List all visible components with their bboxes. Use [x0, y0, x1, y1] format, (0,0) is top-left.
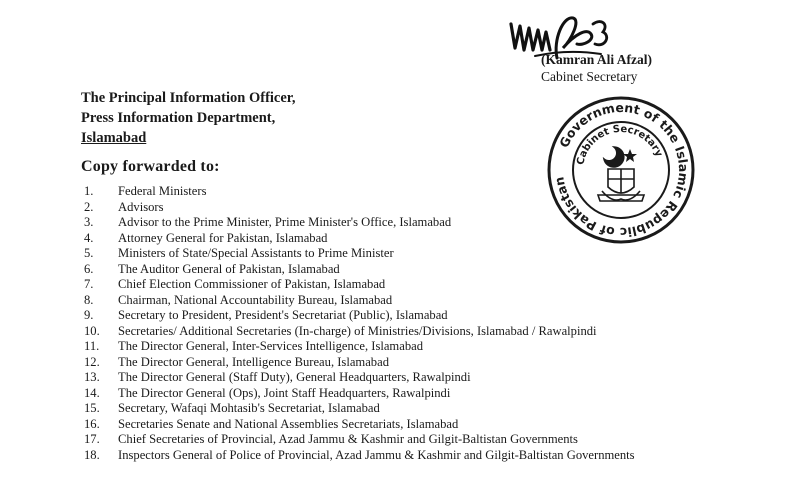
- list-item-text: Secretary, Wafaqi Mohtasib's Secretariat, Islamabad: [118, 401, 380, 415]
- list-item-text: Chief Election Commissioner of Pakistan, Islamabad: [118, 277, 386, 291]
- list-item-text: The Director General, Intelligence Bureau, Islamabad: [118, 354, 389, 369]
- list-item: [0, 246, 800, 262]
- list-item-text: Chief Secretaries of Provincial, Azad Jammu & Kashmir and Gilgit-Baltistan Governments: [118, 432, 578, 446]
- list-item: [0, 401, 800, 417]
- list-item: [0, 355, 800, 371]
- seal-inner-text: Cabinet Secretary: [575, 123, 665, 166]
- seal-outer-text: Government of the Islamic Republic of Pakistan: [551, 99, 692, 241]
- signatory-title: Cabinet Secretary: [541, 69, 638, 84]
- list-item-number: 15.: [84, 401, 100, 415]
- list-item: [0, 293, 800, 309]
- list-item: [0, 370, 800, 386]
- addressee-line-3: Islamabad: [81, 130, 147, 146]
- list-item-number: 9.: [84, 308, 94, 322]
- list-item-text: The Director General (Staff Duty), General Headquarters, Rawalpindi: [118, 370, 471, 384]
- list-item: [0, 432, 800, 448]
- list-item-number: 2.: [84, 199, 94, 214]
- list-item-text: The Director General, Inter-Services Intelligence, Islamabad: [118, 339, 423, 353]
- list-item-number: 10.: [84, 323, 100, 338]
- list-item: [0, 417, 800, 433]
- list-item: [0, 448, 800, 464]
- cabinet-secretary-seal: [546, 95, 696, 245]
- list-item-number: 5.: [84, 246, 94, 260]
- signatory-name: (Kamran Ali Afzal): [541, 52, 652, 67]
- list-item: [0, 277, 800, 293]
- list-item-number: 11.: [84, 339, 100, 353]
- addressee-line-1: The Principal Information Officer,: [81, 90, 296, 106]
- list-item-number: 17.: [84, 432, 100, 446]
- list-item-number: 12.: [84, 354, 100, 369]
- list-item: [0, 386, 800, 402]
- list-item-number: 6.: [84, 261, 94, 276]
- list-item-text: Chairman, National Accountability Bureau, Islamabad: [118, 292, 393, 307]
- list-item-text: The Auditor General of Pakistan, Islamabad: [118, 261, 340, 276]
- list-item-number: 3.: [84, 215, 94, 229]
- list-item: [0, 262, 800, 278]
- list-item: [0, 308, 800, 324]
- list-item-number: 4.: [84, 230, 94, 245]
- copy-forwarded-heading: Copy forwarded to:: [81, 158, 220, 175]
- list-item-number: 18.: [84, 447, 100, 462]
- list-item-number: 8.: [84, 292, 94, 307]
- list-item-text: Federal Ministers: [118, 184, 207, 198]
- addressee-block: [81, 88, 296, 148]
- addressee-line-2: Press Information Department,: [81, 110, 276, 126]
- list-item-number: 13.: [84, 370, 100, 384]
- list-item-number: 1.: [84, 184, 94, 198]
- list-item-number: 7.: [84, 277, 94, 291]
- list-item-text: Advisors: [118, 199, 164, 214]
- list-item: [0, 339, 800, 355]
- list-item-number: 14.: [84, 385, 100, 400]
- list-item-text: The Director General (Ops), Joint Staff Headquarters, Rawalpindi: [118, 385, 451, 400]
- list-item-text: Attorney General for Pakistan, Islamabad: [118, 230, 328, 245]
- list-item-text: Inspectors General of Police of Provincial, Azad Jammu & Kashmir and Gilgit-Baltistan Governments: [118, 447, 635, 462]
- list-item-text: Secretaries Senate and National Assemblies Secretariats, Islamabad: [118, 416, 459, 431]
- list-item: [0, 324, 800, 340]
- list-item-text: Ministers of State/Special Assistants to Prime Minister: [118, 246, 394, 260]
- state-emblem-icon: [598, 147, 644, 201]
- list-item-text: Secretary to President, President's Secretariat (Public), Islamabad: [118, 308, 448, 322]
- list-item-text: Advisor to the Prime Minister, Prime Minister's Office, Islamabad: [118, 215, 452, 229]
- list-item-number: 16.: [84, 416, 100, 431]
- list-item-text: Secretaries/ Additional Secretaries (In-charge) of Ministries/Divisions, Islamabad / Rawalpindi: [118, 323, 597, 338]
